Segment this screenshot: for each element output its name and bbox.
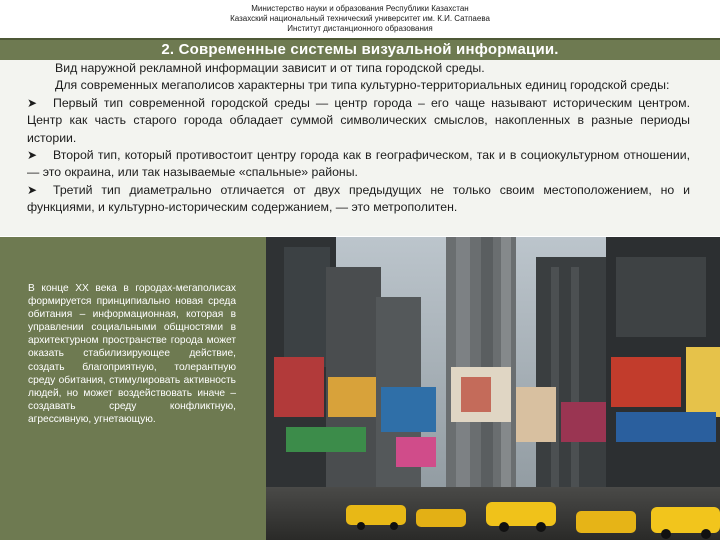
- bullet-item-1: [27, 95, 690, 147]
- page-title: 2. Современные системы визуальной информации.: [161, 41, 559, 58]
- bullet-text-3: Третий тип диаметрально отличается от двух предыдущих не только своим местоположением, но и функциями, и культурно-историческим содержанием, — это метрополитен.: [27, 182, 690, 215]
- arrowhead-bullet-icon: ➤: [27, 95, 38, 110]
- title-bar: [0, 38, 720, 60]
- paragraph-types: Для современных мегаполисов характерны три типа культурно-территориальных единиц городской среды:: [55, 78, 670, 93]
- city-photo-illustration: [266, 237, 720, 540]
- header: [0, 0, 720, 34]
- arrowhead-bullet-icon: ➤: [27, 148, 38, 163]
- arrowhead-bullet-icon: ➤: [27, 182, 38, 197]
- bullet-item-3: [27, 182, 690, 217]
- bullet-text-1: Первый тип современной городской среды — центр города – его чаще называют историческим центром. Центр как часть старого города обладает суммой символических смыслов, накопленных в разные периоды истории.: [27, 95, 690, 145]
- body-text: [27, 60, 690, 217]
- bullet-item-2: [27, 147, 690, 182]
- side-panel-text: В конце XX века в городах-мегаполисах формируется принципиально новая среда обитания – информационная, которая в управлении социальными общностями в архитектурном пространстве города может оказать стабилизирующее действие, создать благоприятную, толерантную среду обитания, стимулировать активность людей, но может воздействовать иначе – создавать среду конфликтную, агрессивную, угнетающую.: [28, 283, 236, 425]
- times-square-photo: [266, 237, 720, 540]
- paragraph-intro: Вид наружной рекламной информации зависит и от типа городской среды.: [55, 61, 485, 75]
- ministry-line: Министерство науки и образования Республики Казахстан: [251, 4, 469, 13]
- side-panel: [0, 237, 266, 540]
- university-line: Казахский национальный технический университет им. К.И. Сатпаева: [230, 14, 490, 23]
- body-text-section: [0, 60, 720, 236]
- bullet-text-2: Второй тип, который противостоит центру города как в географическом, так и в социокультурном отношении, — это окраина, или так называемые «спальные» районы.: [27, 148, 690, 180]
- institute-line: Институт дистанционного образования: [287, 24, 433, 33]
